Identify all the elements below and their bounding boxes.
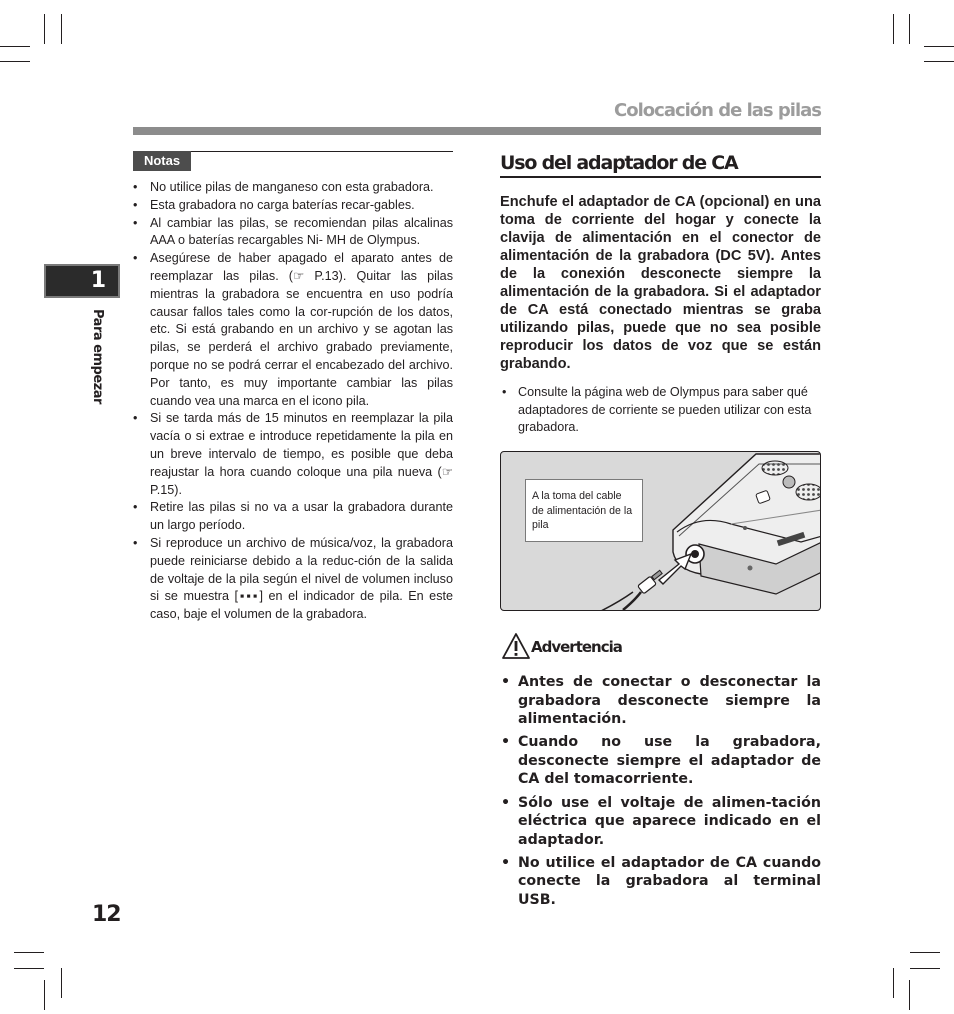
warning-header [502, 632, 702, 662]
crop-mark [61, 968, 62, 998]
crop-mark [909, 980, 910, 1010]
list-item: • Sólo use el voltaje de alimen-tación eléctrica que aparece indicado en el adaptador. [500, 794, 821, 850]
crop-mark [14, 952, 44, 953]
crop-mark [14, 968, 44, 969]
adapter-illustration [500, 451, 821, 611]
notes-rule [191, 151, 453, 152]
crop-mark [924, 61, 954, 62]
list-item: • Esta grabadora no carga baterías recar-gables. [133, 197, 453, 215]
warning-icon [502, 632, 530, 660]
crop-mark [924, 46, 954, 47]
list-item: • Consulte la página web de Olympus para saber qué adaptadores de corriente se pueden utilizar con esta grabadora. [500, 384, 821, 437]
list-item: • No utilice pilas de manganeso con esta grabadora. [133, 179, 453, 197]
chapter-label: Para empezar [90, 309, 105, 404]
list-item: • Antes de conectar o desconectar la grabadora desconecte siempre la alimentación. [500, 673, 821, 729]
intro-paragraph: Enchufe el adaptador de CA (opcional) en una toma de corriente del hogar y conecte la clavija de alimentación en el conector de alimentación de la grabadora (DC 5V). Antes de la conexión desconecte siempre la alimentación de la grabadora. Si el adaptador de CA está conectado mientras se graba utilizando pilas, puede que no sea posible reproducir los datos de voz que se están grabando. [500, 194, 821, 372]
warning-list [500, 673, 821, 914]
list-item: • Cuando no use la grabadora, desconecte siempre el adaptador de CA del tomacorriente. [500, 733, 821, 789]
warning-title: Advertencia [531, 638, 622, 656]
crop-mark [893, 968, 894, 998]
crop-mark [0, 61, 30, 62]
list-item: • Si reproduce un archivo de música/voz, la grabadora puede reiniciarse debido a la reduc-ción de la salida de voltaje de la pila según el nivel de volumen incluso si se muestra [▪▪▪] en el indicador de pila. En este caso, baje el volumen de la grabadora. [133, 535, 453, 624]
crop-mark [0, 46, 30, 47]
crop-mark [910, 968, 940, 969]
notes-label: Notas [133, 151, 191, 171]
notes-list [133, 179, 453, 624]
crop-mark [910, 952, 940, 953]
crop-mark [893, 14, 894, 44]
page-number: 12 [92, 902, 121, 927]
list-item: • Asegúrese de haber apagado el aparato antes de reemplazar las pilas. (☞ P.13). Quitar las pilas mientras la grabadora se encuentra en uso podría causar fallos tales como la cor-rupción de los datos, etc. Si está grabando en un archivo y se agotan las pilas, se perderá el archivo grabado previamente, porque no se podrá cerrar el encabezado del archivo. Por tanto, es muy importante cambiar las pilas cuando vea una marca en el icono pila. [133, 250, 453, 410]
list-item: • Si se tarda más de 15 minutos en reemplazar la pila vacía o si extrae e introduce repetidamente la pila en un breve intervalo de tiempo, es posible que deba reajustar la hora cuando coloque una pila nueva (☞ P.15). [133, 410, 453, 499]
header-rule [133, 127, 821, 135]
notes-header [133, 151, 453, 172]
chapter-number: 1 [90, 268, 106, 293]
list-item: • No utilice el adaptador de CA cuando conecte la grabadora al terminal USB. [500, 854, 821, 910]
list-item: • Retire las pilas si no va a usar la grabadora durante un largo período. [133, 499, 453, 535]
list-item: • Al cambiar las pilas, se recomiendan pilas alcalinas AAA o baterías recargables Ni- MH de Olympus. [133, 215, 453, 251]
section-title: Colocación de las pilas [614, 100, 821, 121]
crop-mark [44, 14, 45, 44]
crop-mark [61, 14, 62, 44]
chapter-tab [44, 264, 120, 298]
figure-callout: A la toma del cable de alimentación de la pila [525, 479, 643, 542]
info-list [500, 384, 821, 437]
crop-mark [909, 14, 910, 44]
section-heading: Uso del adaptador de CA [500, 150, 821, 178]
crop-mark [44, 980, 45, 1010]
